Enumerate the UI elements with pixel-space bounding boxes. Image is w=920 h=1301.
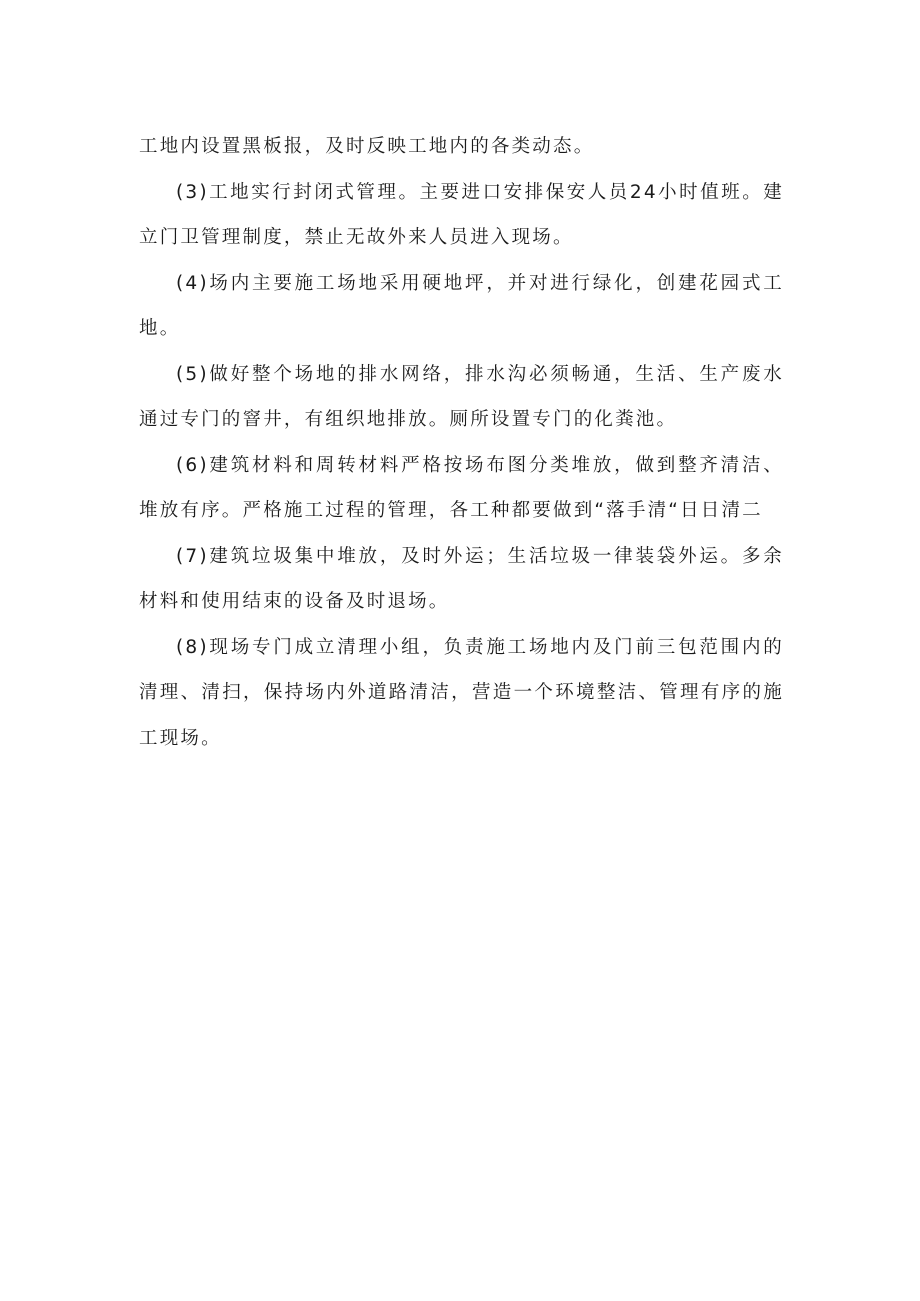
paragraph-item-7: (7)建筑垃圾集中堆放，及时外运；生活垃圾一律装袋外运。多余材料和使用结束的设备及时退场。	[139, 545, 784, 612]
paragraph-item-6: (6)建筑材料和周转材料严格按场布图分类堆放，做到整齐清洁、堆放有序。严格施工过程的管理，各工种都要做到“落手清“日日清二	[139, 454, 784, 521]
paragraph-item-8: (8)现场专门成立清理小组，负责施工场地内及门前三包范围内的清理、清扫，保持场内外道路清洁，营造一个环境整洁、管理有序的施工现场。	[139, 636, 784, 749]
paragraph-item-3: (3)工地实行封闭式管理。主要进口安排保安人员24小时值班。建立门卫管理制度，禁止无故外来人员进入现场。	[139, 181, 784, 248]
paragraph-item-4: (4)场内主要施工场地采用硬地坪，并对进行绿化，创建花园式工地。	[139, 272, 784, 339]
paragraph-item-5: (5)做好整个场地的排水网络，排水沟必须畅通，生活、生产废水通过专门的窨井，有组织地排放。厕所设置专门的化粪池。	[139, 363, 784, 430]
document-body	[139, 124, 784, 761]
paragraph-continuation: 工地内设置黑板报，及时反映工地内的各类动态。	[139, 136, 595, 157]
